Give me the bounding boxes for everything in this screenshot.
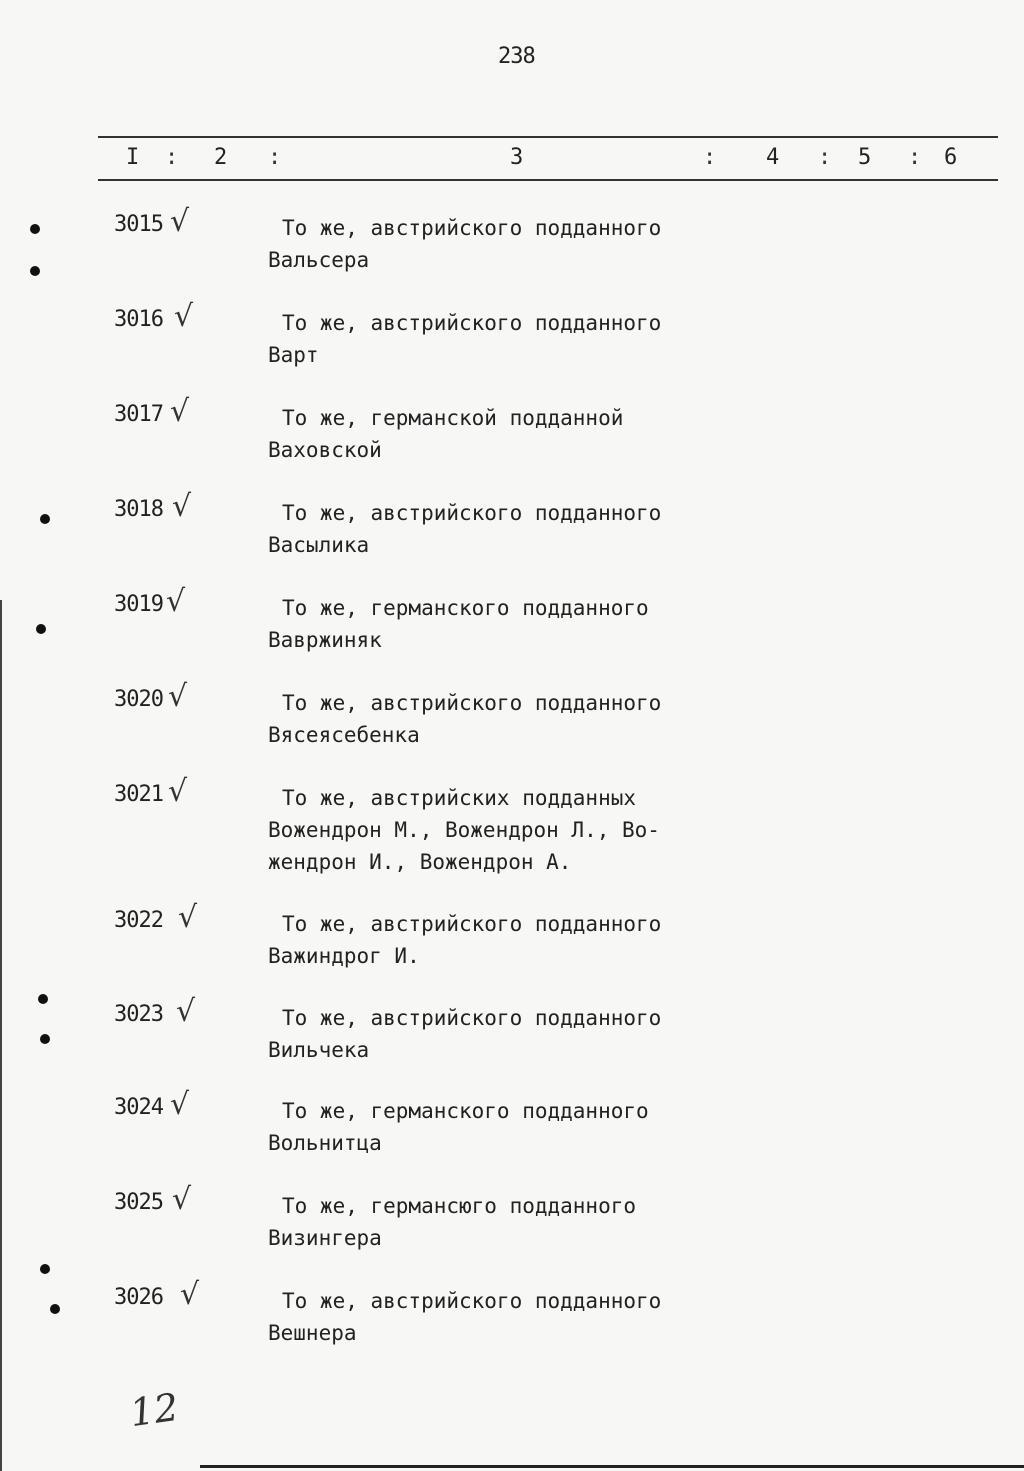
check-mark: √ — [172, 489, 192, 524]
page-number: 238 — [498, 44, 535, 69]
check-mark: √ — [172, 1182, 192, 1217]
punch-hole-dot — [36, 624, 46, 634]
entry-number: 3021 — [114, 782, 163, 807]
column-separator: : — [703, 145, 717, 170]
entry-description: То же, австрийского подданного Вясеясебенка — [268, 691, 662, 747]
column-separator: : — [908, 145, 922, 170]
check-mark: √ — [170, 1087, 190, 1122]
entry-description: То же, австрийского подданного Вильчека — [268, 1006, 662, 1062]
entry-number: 3026 — [114, 1285, 163, 1310]
entry-number: 3018 — [114, 497, 163, 522]
column-header-3: 3 — [510, 145, 524, 170]
handwritten-number: 12 — [127, 1384, 182, 1436]
page-bottom-edge — [200, 1465, 1024, 1468]
header-rule-top — [98, 136, 998, 138]
column-header-2: 2 — [214, 145, 228, 170]
entry-number: 3015 — [114, 212, 163, 237]
check-mark: √ — [168, 774, 188, 809]
column-separator: : — [165, 145, 179, 170]
entry-description: То же, австрийского подданного Вальсера — [268, 216, 662, 272]
entry-description: То же, австрийского подданного Варт — [268, 311, 662, 367]
page-edge — [0, 600, 2, 1471]
entry-description: То же, германского подданного Вавржиняк — [268, 596, 649, 652]
entry-number: 3019 — [114, 592, 163, 617]
column-header-4: 4 — [766, 145, 780, 170]
entry-description: То же, германского подданного Вольнитца — [268, 1099, 649, 1155]
check-mark: √ — [170, 204, 190, 239]
check-mark: √ — [176, 994, 196, 1029]
entry-number: 3023 — [114, 1002, 163, 1027]
check-mark: √ — [170, 394, 190, 429]
check-mark: √ — [166, 584, 186, 619]
header-rule-bottom — [98, 179, 998, 181]
punch-hole-dot — [38, 994, 48, 1004]
entry-description: То же, австрийского подданного Вешнера — [268, 1289, 662, 1345]
entry-number: 3025 — [114, 1190, 163, 1215]
check-mark: √ — [178, 900, 198, 935]
entry-description: То же, германсюго подданного Визингера — [268, 1194, 637, 1250]
entry-number: 3022 — [114, 908, 163, 933]
entry-description: То же, австрийских подданных Вожендрон М., Вожендрон Л., Во- жендрон И., Вожендрон А. — [268, 786, 660, 874]
entry-number: 3016 — [114, 307, 163, 332]
punch-hole-dot — [30, 266, 40, 276]
punch-hole-dot — [40, 1034, 50, 1044]
entry-description: То же, австрийского подданного Васылика — [268, 501, 662, 557]
punch-hole-dot — [30, 224, 40, 234]
entry-description: То же, германской подданной Ваховской — [268, 406, 624, 462]
check-mark: √ — [180, 1277, 200, 1312]
punch-hole-dot — [40, 1264, 50, 1274]
entry-description: То же, австрийского подданного Важиндрог И. — [268, 912, 662, 968]
entry-number: 3020 — [114, 687, 163, 712]
column-header-6: 6 — [944, 145, 958, 170]
column-separator: : — [818, 145, 832, 170]
check-mark: √ — [168, 679, 188, 714]
punch-hole-dot — [40, 514, 50, 524]
entry-number: 3024 — [114, 1095, 163, 1120]
check-mark: √ — [174, 299, 194, 334]
entry-number: 3017 — [114, 402, 163, 427]
column-header-1: I — [126, 145, 140, 170]
punch-hole-dot — [50, 1304, 60, 1314]
column-separator: : — [268, 145, 282, 170]
column-header-5: 5 — [858, 145, 872, 170]
